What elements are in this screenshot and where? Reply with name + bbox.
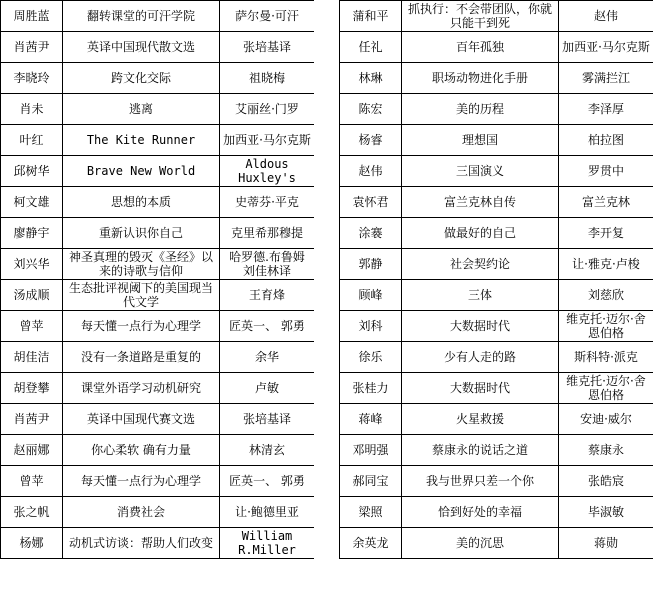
- book-author-cell: 雾满拦江: [559, 63, 653, 94]
- student-name-cell: 徐乐: [340, 342, 402, 373]
- book-title-cell: 神圣真理的毁灭《圣经》以来的诗歌与信仰: [63, 249, 220, 280]
- book-title-cell: 大数据时代: [402, 373, 559, 404]
- book-title-cell: 每天懂一点行为心理学: [63, 466, 220, 497]
- book-author-cell: 张培基译: [220, 404, 315, 435]
- book-title-cell: 跨文化交际: [63, 63, 220, 94]
- table-row: [340, 404, 653, 435]
- table-row: [1, 156, 315, 187]
- table-row: [1, 32, 315, 63]
- book-title-cell: 重新认识你自己: [63, 218, 220, 249]
- table-row: [340, 249, 653, 280]
- book-title-cell: 蔡康永的说话之道: [402, 435, 559, 466]
- book-author-cell: 史蒂芬·平克: [220, 187, 315, 218]
- book-author-cell: 安迪·威尔: [559, 404, 653, 435]
- book-author-cell: 匠英一、 郭勇: [220, 311, 315, 342]
- student-name-cell: 蒋峰: [340, 404, 402, 435]
- table-row: [340, 187, 653, 218]
- book-author-cell: 加西亚·马尔克斯: [220, 125, 315, 156]
- left-reading-table: [0, 0, 315, 559]
- student-name-cell: 胡登攀: [1, 373, 63, 404]
- student-name-cell: 蒲和平: [340, 1, 402, 32]
- book-title-cell: 美的沉思: [402, 528, 559, 559]
- book-author-cell: 蔡康永: [559, 435, 653, 466]
- table-row: [340, 1, 653, 32]
- book-title-cell: 火星救援: [402, 404, 559, 435]
- book-author-cell: 维克托·迈尔·舍恩伯格: [559, 373, 653, 404]
- student-name-cell: 赵丽娜: [1, 435, 63, 466]
- book-author-cell: 祖晓梅: [220, 63, 315, 94]
- book-title-cell: 翻转课堂的可汗学院: [63, 1, 220, 32]
- student-name-cell: 袁怀君: [340, 187, 402, 218]
- book-author-cell: 李泽厚: [559, 94, 653, 125]
- table-row: [340, 94, 653, 125]
- table-row: [340, 435, 653, 466]
- right-reading-table: [339, 0, 653, 559]
- table-row: [1, 187, 315, 218]
- student-name-cell: 曾苹: [1, 466, 63, 497]
- book-title-cell: 课堂外语学习动机研究: [63, 373, 220, 404]
- student-name-cell: 刘兴华: [1, 249, 63, 280]
- student-name-cell: 顾峰: [340, 280, 402, 311]
- book-author-cell: 让·鲍德里亚: [220, 497, 315, 528]
- table-row: [1, 94, 315, 125]
- table-row: [1, 311, 315, 342]
- table-row: [340, 497, 653, 528]
- student-name-cell: 赵伟: [340, 156, 402, 187]
- column-gap: [314, 0, 339, 595]
- book-author-cell: 张培基译: [220, 32, 315, 63]
- student-name-cell: 肖未: [1, 94, 63, 125]
- book-title-cell: 职场动物进化手册: [402, 63, 559, 94]
- book-title-cell: 三国演义: [402, 156, 559, 187]
- book-author-cell: Aldous Huxley's: [220, 156, 315, 187]
- student-name-cell: 余英龙: [340, 528, 402, 559]
- book-author-cell: 加西亚·马尔克斯: [559, 32, 653, 63]
- book-title-cell: 消费社会: [63, 497, 220, 528]
- table-row: [1, 1, 315, 32]
- book-author-cell: 李开复: [559, 218, 653, 249]
- book-author-cell: 克里希那穆提: [220, 218, 315, 249]
- book-title-cell: 英译中国现代赛文选: [63, 404, 220, 435]
- table-row: [340, 342, 653, 373]
- book-title-cell: 大数据时代: [402, 311, 559, 342]
- book-title-cell: 三体: [402, 280, 559, 311]
- table-row: [340, 32, 653, 63]
- book-author-cell: 哈罗德.布鲁姆 刘佳林译: [220, 249, 315, 280]
- student-name-cell: 邓明强: [340, 435, 402, 466]
- student-name-cell: 肖茜尹: [1, 32, 63, 63]
- book-title-cell: 逃离: [63, 94, 220, 125]
- table-row: [1, 218, 315, 249]
- book-title-cell: 社会契约论: [402, 249, 559, 280]
- student-name-cell: 林琳: [340, 63, 402, 94]
- book-title-cell: 思想的本质: [63, 187, 220, 218]
- table-row: [1, 373, 315, 404]
- student-name-cell: 杨娜: [1, 528, 63, 559]
- student-name-cell: 廖静宇: [1, 218, 63, 249]
- student-name-cell: 胡佳洁: [1, 342, 63, 373]
- book-author-cell: 萨尔曼·可汗: [220, 1, 315, 32]
- table-row: [1, 466, 315, 497]
- student-name-cell: 杨睿: [340, 125, 402, 156]
- book-title-cell: 动机式访谈：帮助人们改变: [63, 528, 220, 559]
- book-author-cell: 刘慈欣: [559, 280, 653, 311]
- table-row: [340, 528, 653, 559]
- book-title-cell: 没有一条道路是重复的: [63, 342, 220, 373]
- book-title-cell: 抓执行：不会带团队，你就只能干到死: [402, 1, 559, 32]
- table-row: [340, 311, 653, 342]
- table-row: [1, 125, 315, 156]
- student-name-cell: 陈宏: [340, 94, 402, 125]
- book-title-cell: 我与世界只差一个你: [402, 466, 559, 497]
- student-name-cell: 张之帆: [1, 497, 63, 528]
- table-row: [1, 497, 315, 528]
- student-name-cell: 叶红: [1, 125, 63, 156]
- book-author-cell: 艾丽丝·门罗: [220, 94, 315, 125]
- table-row: [1, 404, 315, 435]
- table-row: [340, 466, 653, 497]
- book-author-cell: 富兰克林: [559, 187, 653, 218]
- student-name-cell: 曾苹: [1, 311, 63, 342]
- book-author-cell: 匠英一、 郭勇: [220, 466, 315, 497]
- table-row: [1, 342, 315, 373]
- book-author-cell: 毕淑敏: [559, 497, 653, 528]
- book-author-cell: 斯科特·派克: [559, 342, 653, 373]
- table-row: [340, 218, 653, 249]
- student-name-cell: 张桂力: [340, 373, 402, 404]
- student-name-cell: 任礼: [340, 32, 402, 63]
- book-title-cell: 美的历程: [402, 94, 559, 125]
- student-name-cell: 梁照: [340, 497, 402, 528]
- table-row: [1, 280, 315, 311]
- student-name-cell: 李晓玲: [1, 63, 63, 94]
- table-row: [1, 249, 315, 280]
- student-name-cell: 肖茜尹: [1, 404, 63, 435]
- table-row: [1, 435, 315, 466]
- book-title-cell: 少有人走的路: [402, 342, 559, 373]
- book-author-cell: 卢敏: [220, 373, 315, 404]
- book-title-cell: 恰到好处的幸福: [402, 497, 559, 528]
- book-author-cell: 维克托·迈尔·舍恩伯格: [559, 311, 653, 342]
- student-name-cell: 郭静: [340, 249, 402, 280]
- book-author-cell: 张皓宸: [559, 466, 653, 497]
- book-author-cell: 蒋勋: [559, 528, 653, 559]
- book-title-cell: 每天懂一点行为心理学: [63, 311, 220, 342]
- student-name-cell: 汤成顺: [1, 280, 63, 311]
- student-name-cell: 邱树华: [1, 156, 63, 187]
- book-author-cell: 赵伟: [559, 1, 653, 32]
- student-name-cell: 柯文雄: [1, 187, 63, 218]
- book-title-cell: 英译中国现代散文选: [63, 32, 220, 63]
- table-row: [1, 63, 315, 94]
- table-row: [340, 373, 653, 404]
- table-row: [340, 125, 653, 156]
- student-name-cell: 刘科: [340, 311, 402, 342]
- book-title-cell: Brave New World: [63, 156, 220, 187]
- book-title-cell: 你心柔软 确有力量: [63, 435, 220, 466]
- table-row: [340, 63, 653, 94]
- table-row: [340, 156, 653, 187]
- book-title-cell: 百年孤独: [402, 32, 559, 63]
- book-author-cell: 余华: [220, 342, 315, 373]
- book-author-cell: 柏拉图: [559, 125, 653, 156]
- book-title-cell: 富兰克林自传: [402, 187, 559, 218]
- book-author-cell: William R.Miller: [220, 528, 315, 559]
- book-title-cell: 理想国: [402, 125, 559, 156]
- student-name-cell: 郝同宝: [340, 466, 402, 497]
- table-row: [1, 528, 315, 559]
- book-title-cell: 生态批评视阈下的美国现当代文学: [63, 280, 220, 311]
- book-author-cell: 罗贯中: [559, 156, 653, 187]
- student-name-cell: 涂褰: [340, 218, 402, 249]
- book-author-cell: 让·雅克·卢梭: [559, 249, 653, 280]
- table-row: [340, 280, 653, 311]
- book-title-cell: The Kite Runner: [63, 125, 220, 156]
- book-author-cell: 林清玄: [220, 435, 315, 466]
- book-author-cell: 王育烽: [220, 280, 315, 311]
- book-title-cell: 做最好的自己: [402, 218, 559, 249]
- student-name-cell: 周胜蓝: [1, 1, 63, 32]
